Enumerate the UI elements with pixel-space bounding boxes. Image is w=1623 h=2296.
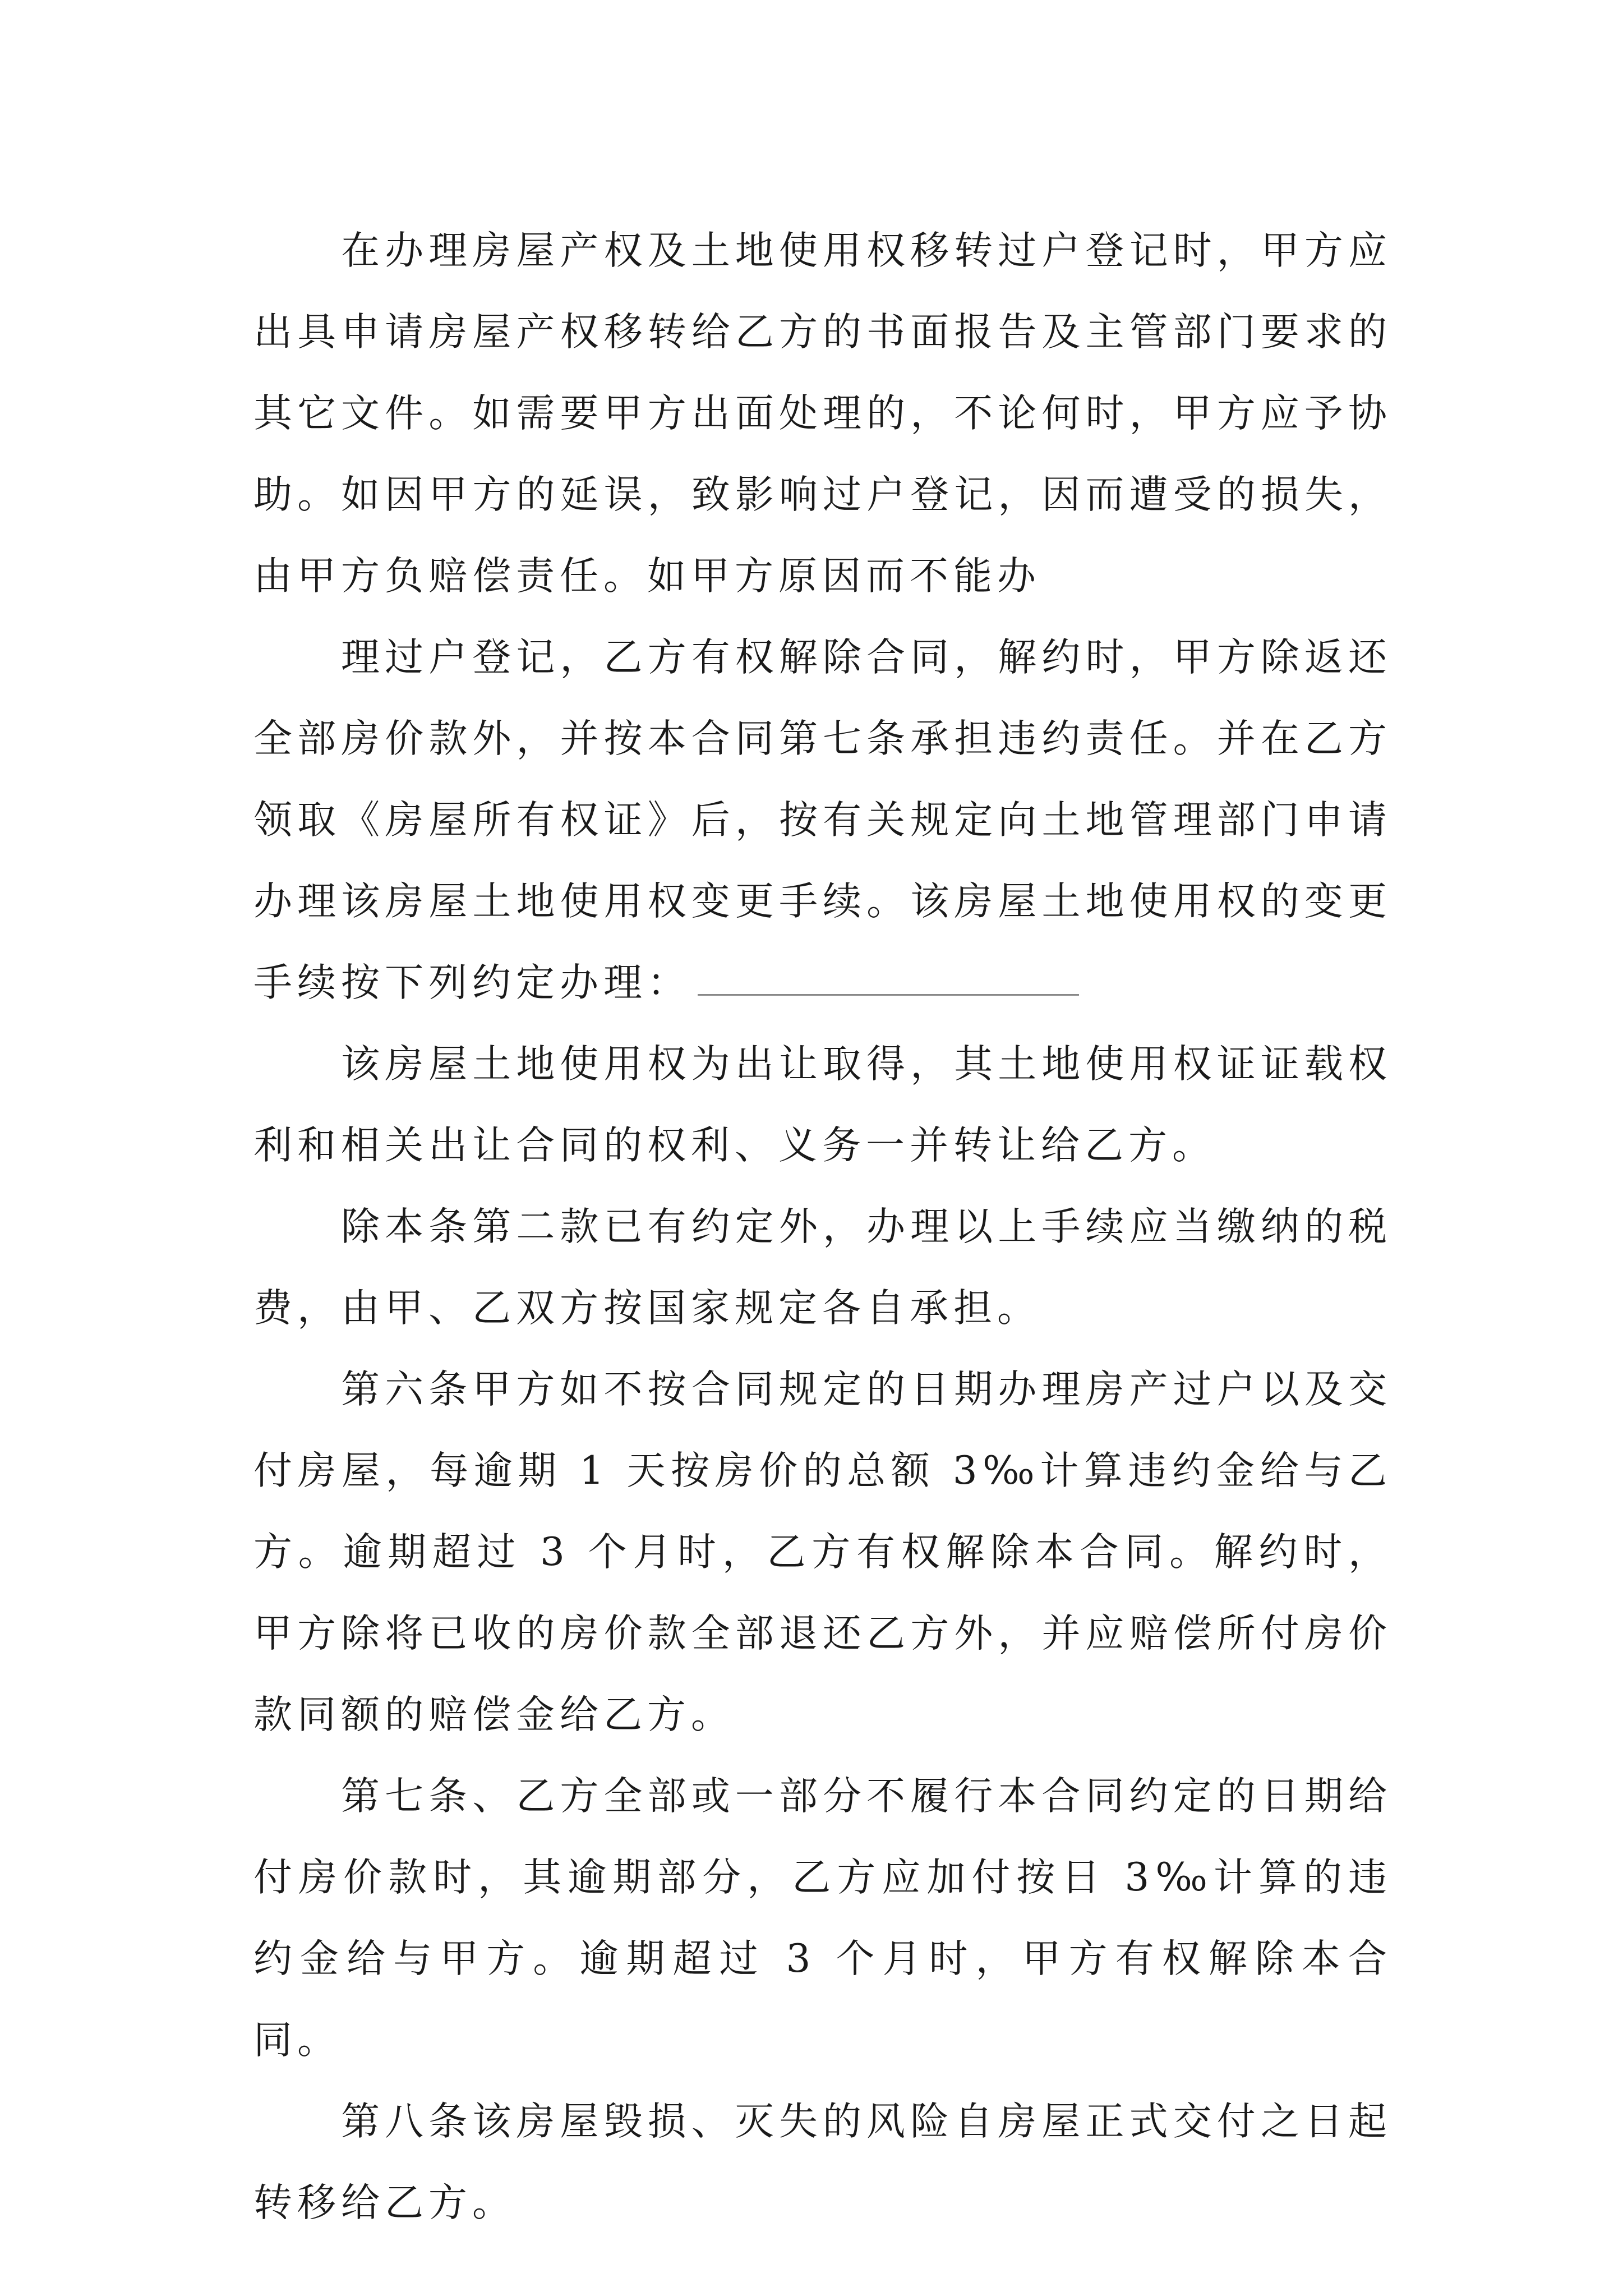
paragraph-article-seven: 第七条、乙方全部或一部分不履行本合同约定的日期给付房价款时，其逾期部分，乙方应加付按日 3‰计算的违约金给与甲方。逾期超过 3 个月时，甲方有权解除本合同。 <box>253 1774 1392 2063</box>
paragraph-article-eight: 第八条该房屋毁损、灭失的风险自房屋正式交付之日起转移给乙方。 <box>253 2099 1392 2225</box>
fill-in-blank-line <box>698 961 1079 996</box>
paragraph-termination-text: 理过户登记，乙方有权解除合同，解约时，甲方除返还全部房价款外，并按本合同第七条承担违约责任。并在乙方领取《房屋所有权证》后，按有关规定向土地管理部门申请办理该房屋土地使用权变更手续。该房屋土地使用权的变更手续按下列约定办理： <box>253 635 1392 1005</box>
paragraph-termination-right <box>253 617 1392 1024</box>
paragraph-land-use-transfer: 该房屋土地使用权为出让取得，其土地使用权证证载权利和相关出让合同的权利、义务一并转让给乙方。 <box>253 1042 1392 1168</box>
paragraph-registration-duty: 在办理房屋产权及土地使用权移转过户登记时，甲方应出具申请房屋产权移转给乙方的书面报告及主管部门要求的其它文件。如需要甲方出面处理的，不论何时，甲方应予协助。如因甲方的延误，致影响过户登记，因而遭受的损失，由甲方负赔偿责任。如甲方原因而不能办 <box>253 228 1392 599</box>
paragraph-article-six: 第六条甲方如不按合同规定的日期办理房产过户以及交付房屋，每逾期 1 天按房价的总额 3‰计算违约金给与乙方。逾期超过 3 个月时，乙方有权解除本合同。解约时，甲方除将已收的房价款全部退还乙方外，并应赔偿所付房价款同额的赔偿金给乙方。 <box>253 1367 1392 1737</box>
document-body <box>253 210 1392 2244</box>
paragraph-taxes-fees: 除本条第二款已有约定外，办理以上手续应当缴纳的税费，由甲、乙双方按国家规定各自承担。 <box>253 1204 1392 1331</box>
